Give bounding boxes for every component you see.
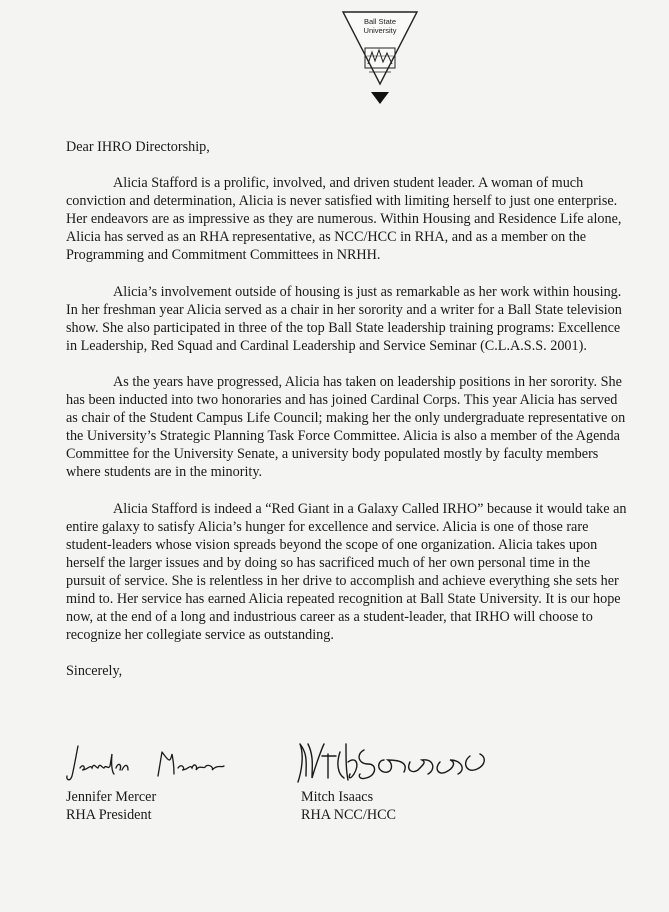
closing: Sincerely, (66, 663, 123, 680)
logo-text-line2: University (363, 26, 397, 35)
paragraph-1: Alicia Stafford is a prolific, involved, and driven student leader. A woman of much conviction and determination, Alicia is never satisfied with limiting herself to just one enterprise. Her endeavors are as impressive as they are numerous. Within Housing and Residence Life alone, Alicia has served as an RHA representative, as NCC/HCC in RHA, and as a member on the Programming and Commitment Committees in NRHH. (66, 175, 622, 264)
signer-1-title: RHA President (66, 807, 152, 824)
signature-mitch-isaacs (294, 734, 498, 790)
paragraph-3: As the years have progressed, Alicia has taken on leadership positions in her sorority. She has been inducted into two honoraries and has joined Cardinal Corps. This year Alicia has served as chair of the Student Campus Life Council; making her the only undergraduate representative on the University’s Strategic Planning Task Force Committee. Alicia is also a member of the Agenda Committee for the University Senate, a university body populated mostly by faculty members where students are in the minority. (66, 373, 626, 481)
ball-state-logo (339, 6, 421, 111)
signer-1-name: Jennifer Mercer (66, 789, 157, 805)
paragraph-4: Alicia Stafford is indeed a “Red Giant in a Galaxy Called IRHO” because it would take an entire galaxy to satisfy Alicia’s hunger for excellence and service. Alicia is one of those rare student-leaders whose vision spreads beyond the scope of one organization. Alicia takes upon herself the larger issues and by doing so has sacrificed much of her own personal time in the pursuit of service. She is relentless in her drive to accomplish and achieve everything she sets her mind to. Her service has earned Alicia repeated recognition at Ball State University. It is our hope now, at the end of a long and industrious career as a student-leader, that IRHO will choose to recognize her collegiate service as outstanding. (66, 500, 627, 644)
signer-2-name: Mitch Isaacs (301, 789, 374, 805)
salutation: Dear IHRO Directorship, (66, 139, 210, 155)
signer-1 (66, 788, 156, 824)
letter-body (66, 138, 632, 680)
signature-jennifer-mercer (64, 740, 239, 786)
signer-2 (301, 788, 396, 824)
signer-2-title: RHA NCC/HCC (301, 807, 397, 824)
paragraph-2: Alicia’s involvement outside of housing is just as remarkable as her work within housing. In her freshman year Alicia served as a chair in her sorority and a writer for a Ball State television show. She also participated in three of the top Ball State leadership training programs: Excellence in Leadership, Red Squad and Cardinal Leadership and Service Seminar (C.L.A.S.S. 2001). (66, 283, 622, 354)
logo-text-line1: Ball State (363, 17, 397, 26)
